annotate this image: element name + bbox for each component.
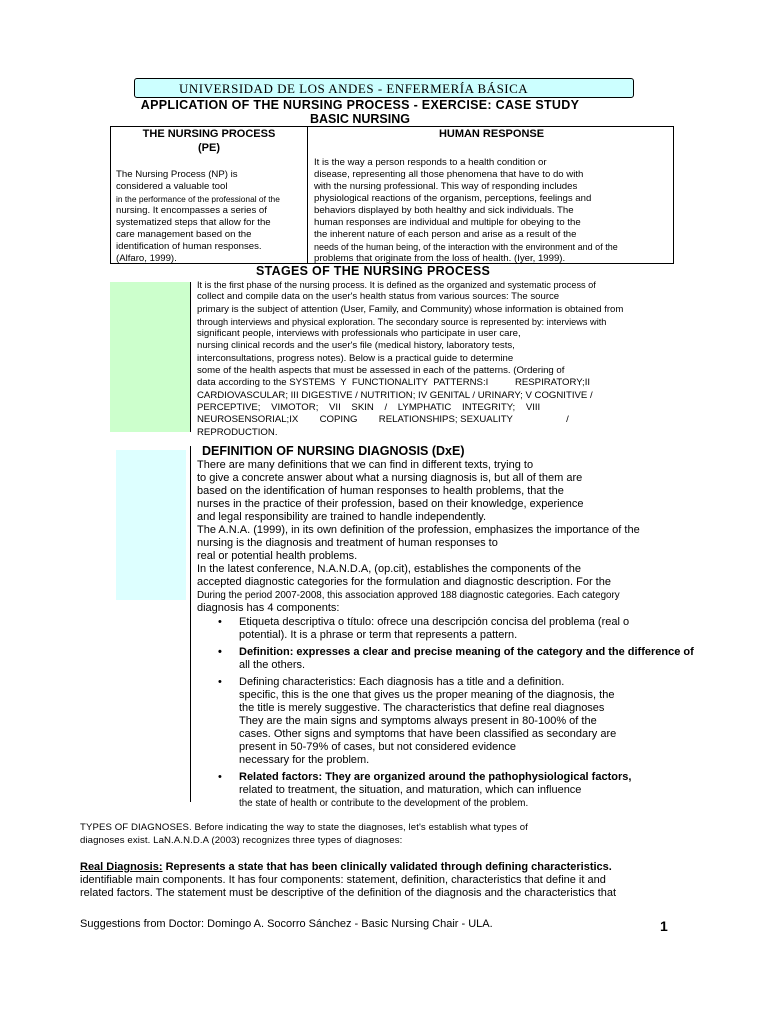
text-line: The Nursing Process (NP) is <box>116 169 238 180</box>
text-line: data according to the SYSTEMS Y FUNCTIONALITY PATTERNS:I RESPIRATORY;II <box>197 377 591 389</box>
text-line: PERCEPTIVE; VIMOTOR; VII SKIN / LYMPHATIC INTEGRITY; VIII <box>197 401 541 413</box>
assessment-text <box>197 279 697 439</box>
text-line: (Alfaro, 1999). <box>116 253 177 264</box>
assessment-highlight <box>110 282 190 432</box>
types-paragraph <box>80 821 700 847</box>
text-line: the state of health or contribute to the development of the problem. <box>239 798 529 809</box>
text-line: considered a valuable tool <box>116 181 228 192</box>
text-line: all the others. <box>239 659 306 671</box>
text-line: to give a concrete answer about what a nursing diagnosis is, but all of them are <box>197 472 583 484</box>
text-line: with the nursing professional. This way of responding includes <box>314 181 578 192</box>
document-subtitle: BASIC NURSING <box>309 112 410 126</box>
text-line: nurses in the practice of their profession, based on their knowledge, experience <box>197 498 584 510</box>
text-line: diagnosis has 4 components: <box>197 602 340 614</box>
text-line: It is the way a person responds to a health condition or <box>314 157 547 168</box>
text-line: human responses are individual and multiple for obeying to the <box>314 217 581 228</box>
text-line: TYPES OF DIAGNOSES. Before indicating the way to state the diagnoses, let's establish what types of <box>80 822 528 833</box>
list-item <box>218 646 728 672</box>
text-line: physiological reactions of the organism, perceptions, feelings and <box>314 193 592 204</box>
text-line: REPRODUCTION. <box>197 426 278 438</box>
text-line: They are the main signs and symptoms always present in 80-100% of the <box>239 715 597 727</box>
text-line: The A.N.A. (1999), in its own definition of the profession, emphasizes the importance of the <box>197 524 640 536</box>
text-line: care management based on the <box>116 229 252 240</box>
diagnosis-highlight <box>116 450 186 600</box>
table-divider <box>307 127 308 263</box>
text-line: Definition: expresses a clear and precise meaning of the category and the difference of <box>239 646 694 658</box>
text-line: identifiable main components. It has four components: statement, definition, characteristics that define it and <box>80 874 606 886</box>
list-item <box>218 676 728 767</box>
text-line: Related factors: They are organized around the pathophysiological factors, <box>239 771 632 783</box>
stages-title: STAGES OF THE NURSING PROCESS <box>256 264 491 278</box>
real-diagnosis-paragraph <box>80 861 700 900</box>
definition-title: DEFINITION OF NURSING DIAGNOSIS (DxE) <box>202 444 465 458</box>
text-line: collect and compile data on the user's health status from various sources: The source <box>197 291 560 303</box>
page-number: 1 <box>660 918 668 934</box>
text-line: systematized steps that allow for the <box>116 217 271 228</box>
text-line: There are many definitions that we can find in different texts, trying to <box>197 459 534 471</box>
page-footer: Suggestions from Doctor: Domingo A. Socorro Sánchez - Basic Nursing Chair - ULA. <box>80 918 493 930</box>
nursing-process-text <box>116 169 302 265</box>
text-line: real or potential health problems. <box>197 550 358 562</box>
section-rule <box>190 446 191 802</box>
text-line: related factors. The statement must be descriptive of the definition of the diagnosis and the characteristics that <box>80 887 617 899</box>
text-line: the inherent nature of each person and arise as a result of the <box>314 229 577 240</box>
text-line: disease, representing all those phenomena that have to do with <box>314 169 584 180</box>
nursing-process-heading-line1: THE NURSING PROCESS <box>142 128 276 140</box>
text-line: nursing clinical records and the user's file (medical history, laboratory tests, <box>197 340 515 352</box>
human-response-text <box>314 157 670 265</box>
document-title: APPLICATION OF THE NURSING PROCESS - EXERCISE: CASE STUDY <box>140 98 580 112</box>
text-line: significant people, interviews with professionals who participate in user care, <box>197 328 521 340</box>
text-line: In the latest conference, N.A.N.D.A, (op.cit), establishes the components of the <box>197 563 581 575</box>
text-line: in the performance of the professional of the <box>116 194 280 204</box>
text-line: cases. Other signs and symptoms that have been classified as secondary are <box>239 728 617 740</box>
text-line: nursing. It encompasses a series of <box>116 205 267 216</box>
text-line: necessary for the problem. <box>239 754 370 766</box>
text-line: accepted diagnostic categories for the formulation and diagnostic description. For the <box>197 576 611 588</box>
components-list <box>218 616 728 810</box>
text-line: specific, this is the one that gives us the proper meaning of the diagnosis, the <box>239 689 615 701</box>
nursing-process-heading-line2: (PE) <box>198 142 220 154</box>
university-name: UNIVERSIDAD DE LOS ANDES - ENFERMERÍA BÁSICA <box>179 81 529 96</box>
text-line: nursing is the diagnosis and treatment of human responses to <box>197 537 498 549</box>
definitions-table <box>110 126 674 264</box>
text-line: and legal responsibility are trained to handle independently. <box>197 511 487 523</box>
text-line: interconsultations, progress notes). Below is a practical guide to determine <box>197 352 514 364</box>
university-header <box>134 78 634 98</box>
real-diagnosis-heading-text: Represents a state that has been clinically validated through defining characteristics. <box>162 861 612 873</box>
section-rule <box>190 282 191 432</box>
bullet-icon: • <box>218 771 222 783</box>
nursing-process-heading <box>111 127 307 155</box>
text-line: Defining characteristics: Each diagnosis has a title and a definition. <box>239 676 565 688</box>
text-line: potential). It is a phrase or term that represents a pattern. <box>239 629 518 641</box>
text-line: identification of human responses. <box>116 241 262 252</box>
text-line: primary is the subject of attention (User, Family, and Community) whose information is obtained from <box>197 303 624 315</box>
text-line: present in 50-79% of cases, but not considered evidence <box>239 741 517 753</box>
text-line: problems that originate from the loss of health. (Iyer, 1999). <box>314 253 566 264</box>
text-line: It is the first phase of the nursing process. It is defined as the organized and systematic process of <box>197 280 596 290</box>
text-line: behaviors displayed by both healthy and sick individuals. The <box>314 205 574 216</box>
text-line: Etiqueta descriptiva o título: ofrece una descripción concisa del problema (real o <box>239 616 630 628</box>
text-line: CARDIOVASCULAR; III DIGESTIVE / NUTRITION; IV GENITAL / URINARY; V COGNITIVE / <box>197 389 593 401</box>
text-line: related to treatment, the situation, and maturation, which can influence <box>239 784 582 796</box>
bullet-icon: • <box>218 616 222 628</box>
real-diagnosis-heading <box>80 861 700 874</box>
text-line: some of the health aspects that must be assessed in each of the patterns. (Ordering of <box>197 365 565 377</box>
text-line: diagnoses exist. LaN.A.N.D.A (2003) recognizes three types of diagnoses: <box>80 835 403 846</box>
list-item <box>218 616 728 642</box>
text-line: based on the identification of human responses to health problems, that the <box>197 485 564 497</box>
real-diagnosis-term: Real Diagnosis: <box>80 861 163 873</box>
text-line: During the period 2007-2008, this association approved 188 diagnostic categories. Each category <box>197 590 620 601</box>
bullet-icon: • <box>218 646 222 658</box>
bullet-icon: • <box>218 676 222 688</box>
human-response-heading: HUMAN RESPONSE <box>438 128 545 140</box>
definition-text <box>197 459 727 615</box>
text-line: the title is merely suggestive. The characteristics that define real diagnoses <box>239 702 605 714</box>
text-line: NEUROSENSORIAL;IX COPING RELATIONSHIPS; SEXUALITY / <box>197 414 569 426</box>
text-line: needs of the human being, of the interaction with the environment and of the <box>314 242 618 252</box>
text-line: through interviews and physical exploration. The secondary source is represented by: interviews with <box>197 316 607 327</box>
list-item <box>218 771 728 810</box>
